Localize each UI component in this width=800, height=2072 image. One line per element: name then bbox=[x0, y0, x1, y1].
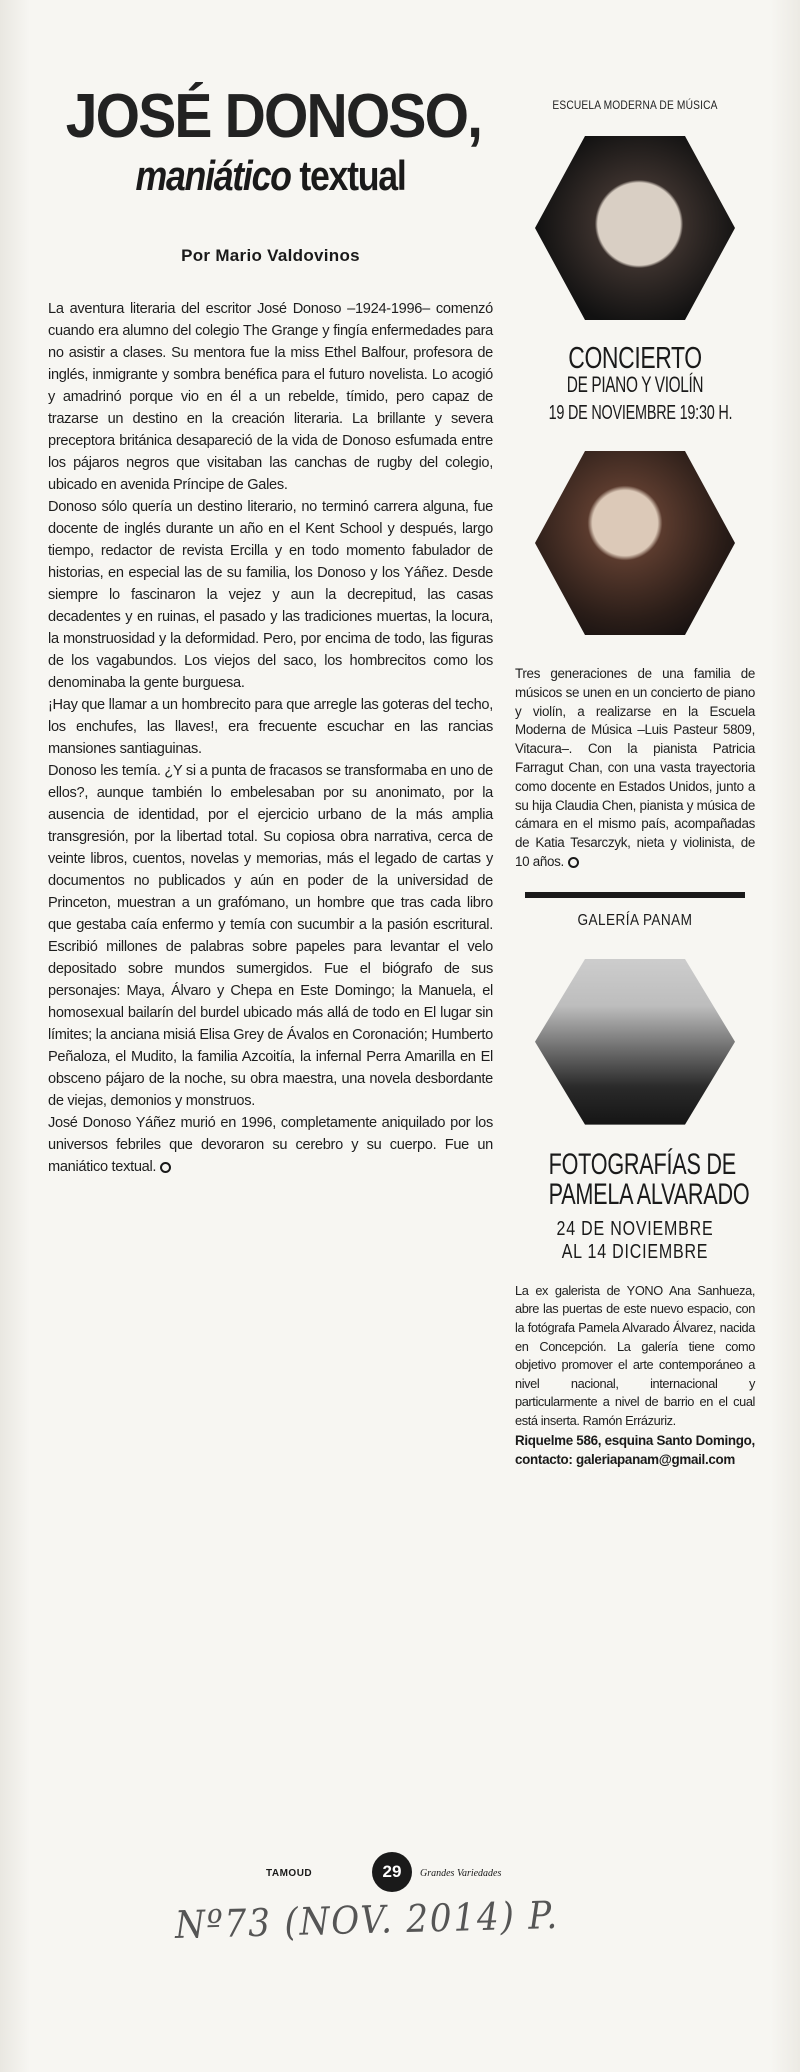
violinist-photo bbox=[535, 443, 735, 643]
article-title: JOSÉ DONOSO, bbox=[65, 82, 482, 151]
gallery-contact: Riquelme 586, esquina Santo Domingo, contacto: galeriapanam@gmail.com bbox=[515, 1432, 755, 1467]
article-paragraph-last bbox=[48, 1112, 493, 1178]
article-paragraph: ¡Hay que llamar a un hombrecito para que arregle las goteras del techo, los enchufes, las llaves!, era frecuente escuchar en las rancias mansiones santiaguinas. bbox=[48, 697, 493, 757]
article-column bbox=[48, 82, 493, 1178]
article-paragraph: Donoso sólo quería un destino literario, no terminó carrera alguna, fue docente de inglés durante un año en el Kent School y después, largo tiempo, redactor de revista Ercilla y en todo momento fabulador de historias, en especial las de su familia, los Donoso y los Yáñez. Desde siempre lo fascinaron la vejez y aun la decrepitud, las casas decadentes y en ruinas, el pasado y las tradiciones muertas, la locura, la monstruosidad y la deformidad. Pero, por encima de todo, las figuras de los vagabundos. Los viejos del saco, los hombrecitos como los denominaba la gente burguesa. bbox=[48, 499, 493, 691]
gallery-date-line2: AL 14 DICIEMBRE bbox=[561, 1240, 709, 1263]
page-footer bbox=[0, 1852, 800, 1892]
gallery-text: La ex galerista de YONO Ana Sanhueza, abre las puertas de este nuevo espacio, con la fotógrafa Pamela Alvarado Álvarez, nacida en Concepción. La galería tiene como objetivo promover el arte contemporáneo a nivel nacional, internacional y particularmente a nivel de barrio en el cual está inserta. Ramón Errázuriz. bbox=[515, 1282, 755, 1428]
end-mark-icon bbox=[160, 1162, 171, 1173]
article-paragraph: La aventura literaria del escritor José Donoso –1924-1996– comenzó cuando era alumno del colegio The Grange y fingía enfermedades para no asistir a clases. Su mentora fue la miss Ethel Balfour, profesora de inglés, inmigrante y sombra benéfica para el futuro novelista. Lo acogió y amadrinó porque vio en él a un rebelde, tímido, pero capaz de trazarse un destino en la creación literaria. La brillante y severa preceptora británica desapareció de la vida de Donoso esfumada entre los pájaros negros que visitaban las canchas de rugby del colegio, ubicado en avenida Príncipe de Gales. bbox=[48, 301, 493, 493]
article-subtitle-rest: textual bbox=[299, 152, 406, 199]
gallery-title-line2: PAMELA ALVARADO bbox=[548, 1177, 750, 1211]
article-subtitle bbox=[81, 154, 459, 198]
hexagon-photo-frame bbox=[535, 443, 735, 643]
article-paragraph: Donoso les temía. ¿Y si a punta de fracasos se transformaba en uno de ellos?, aunque también lo embelesaban por su anonimato, por la ausencia de identidad, por el ejercicio urbano de la más amplia transgresión, por la libertad total. Su copiosa obra narrativa, cerca de veinte libros, cuentos, novelas y memorias, más el legado de cartas y documentos no publicados y aún en poder de la universidad de Princeton, muestran a un grafómano, un hombre que tras cada libro que gestaba caía enfermo y temía con sucumbir a la pasión escritural. Escribió millones de palabras sobre papeles para levantar el velo depositado sobre mundos sumergidos. Fue el biógrafo de sus personajes: Maya, Álvaro y Chepa en Este Domingo; la Manuela, el homosexual bailarín del burdel ubicado más allá de todo en El lugar sin límites; la anciana misiá Elisa Grey de Ávalos en Coronación; Humberto Peñaloza, el Mudito, la familia Azcoitía, la infernal Perra Amarilla en El obsceno pájaro de la noche, su obra maestra, una novela desbordante de viejas, demonios y monstruos. bbox=[48, 763, 493, 1109]
gallery-date-line1: 24 DE NOVIEMBRE bbox=[556, 1217, 714, 1240]
page-number-badge: 29 bbox=[372, 1852, 412, 1892]
footer-section-name: Grandes Variedades bbox=[420, 1868, 502, 1879]
concert-text-body: Tres generaciones de una familia de músicos se unen en un concierto de piano y violín, a realizarse en la Escuela Moderna de Música –Luis Pasteur 5809, Vitacura–. Con la pianista Patricia Farragut Chan, con una vasta trayectoria como docente en Estados Unidos, junto a su hija Claudia Chen, pianista y música de cámara en el mismo país, acompañadas de Katia Tesarczyk, nieta y violinista, de 10 años. bbox=[515, 666, 755, 869]
concert-date: 19 DE NOVIEMBRE 19:30 H. bbox=[548, 402, 733, 424]
article-subtitle-italic: maniático bbox=[135, 152, 291, 199]
section-divider bbox=[525, 892, 745, 898]
article-paragraph-text: José Donoso Yáñez murió en 1996, completamente aniquilado por los universos febriles que devoraron su cerebro y su cuerpo. Fue un maniático textual. bbox=[48, 1115, 493, 1175]
concert-text bbox=[515, 665, 755, 872]
concert-title: CONCIERTO bbox=[568, 340, 702, 375]
concert-venue-label: ESCUELA MODERNA DE MÚSICA bbox=[552, 98, 718, 112]
gallery-title-line1: FOTOGRAFÍAS DE bbox=[548, 1147, 737, 1181]
landscape-photo bbox=[535, 952, 735, 1132]
footer-magazine-name: TAMOUD bbox=[266, 1868, 313, 1879]
article-body bbox=[48, 298, 493, 1178]
end-mark-icon bbox=[568, 857, 579, 868]
gallery-label: GALERÍA PANAM bbox=[577, 911, 693, 929]
sidebar-column bbox=[515, 98, 755, 1469]
hexagon-photo-frame bbox=[535, 952, 735, 1132]
pianist-photo bbox=[535, 128, 735, 328]
concert-subtitle: DE PIANO Y VIOLÍN bbox=[566, 372, 704, 397]
handwritten-note: Nº73 (NOV. 2014) P. bbox=[174, 1892, 560, 1947]
article-byline: Por Mario Valdovinos bbox=[181, 246, 360, 265]
hexagon-photo-frame bbox=[535, 128, 735, 328]
